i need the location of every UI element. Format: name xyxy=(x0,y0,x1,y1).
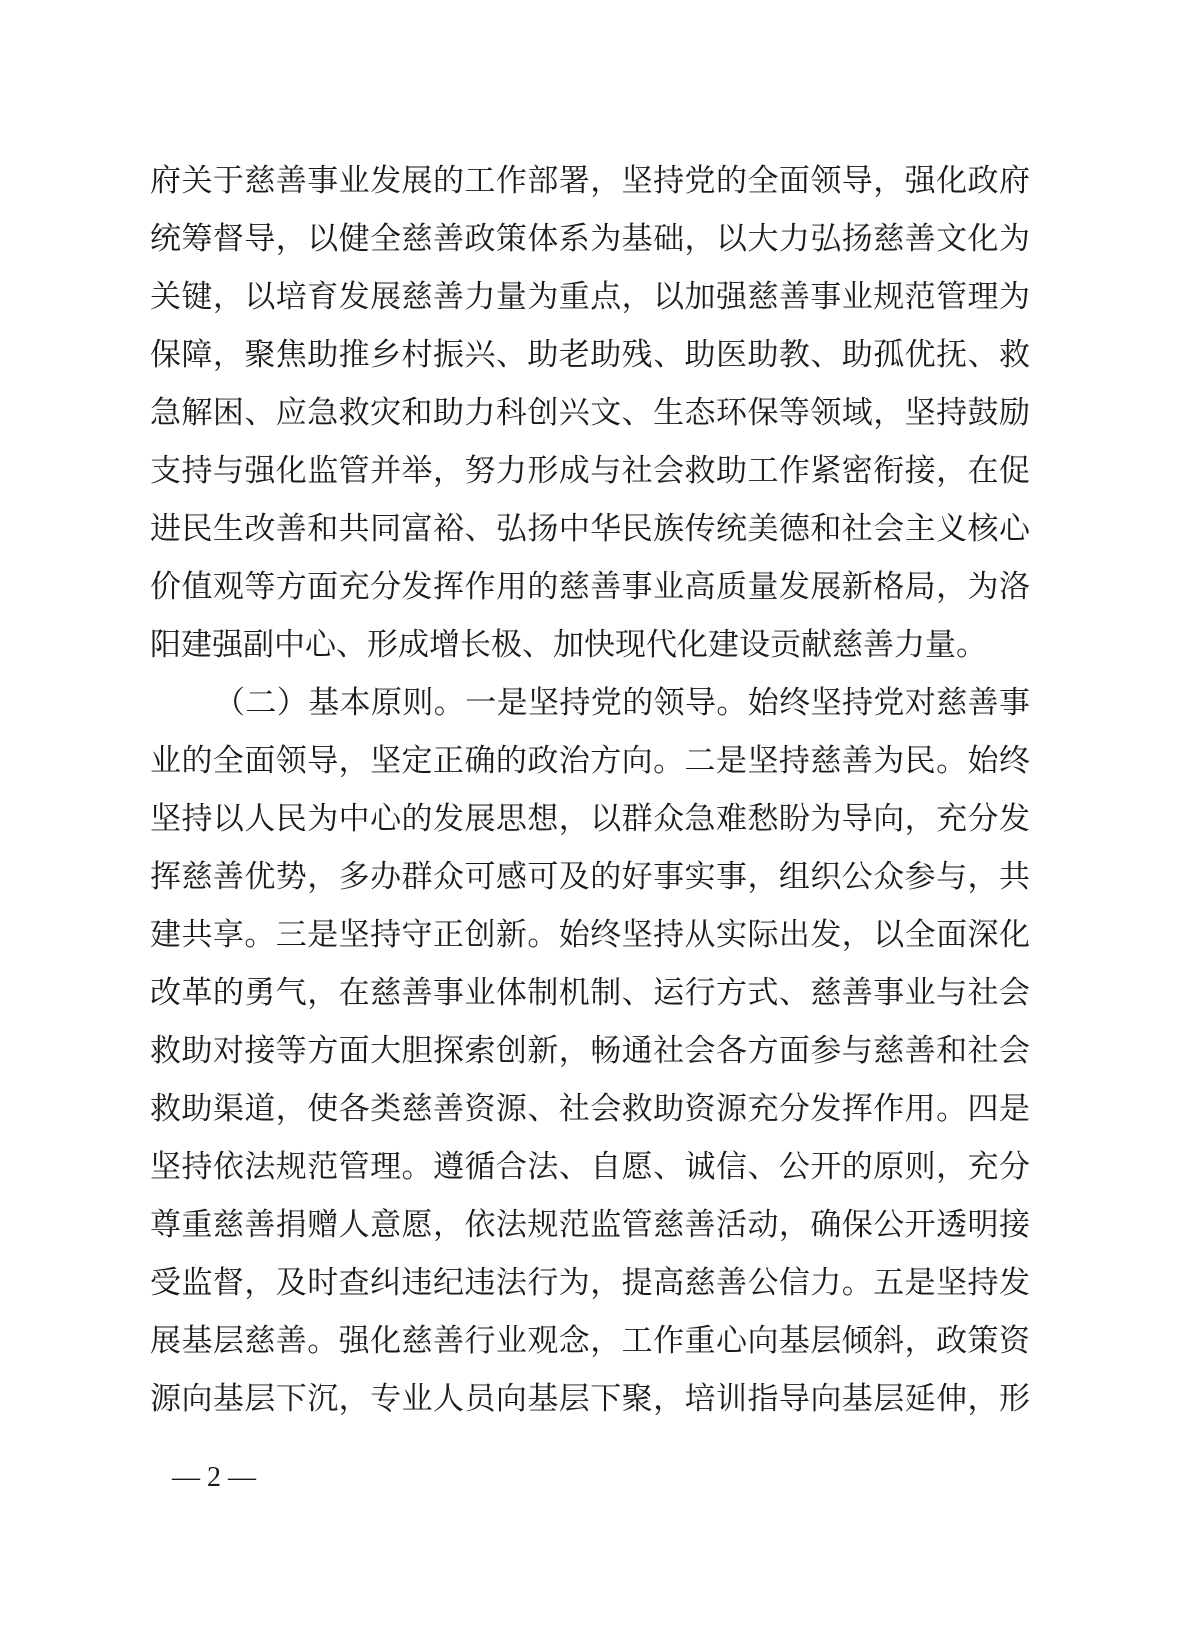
text-line: 救助对接等方面大胆探索创新，畅通社会各方面参与慈善和社会 xyxy=(150,1033,1030,1069)
text-line: 源向基层下沉，专业人员向基层下聚，培训指导向基层延伸，形 xyxy=(150,1381,1030,1417)
text-line: 改革的勇气，在慈善事业体制机制、运行方式、慈善事业与社会 xyxy=(150,975,1030,1011)
text-line: 关键，以培育发展慈善力量为重点，以加强慈善事业规范管理为 xyxy=(150,279,1030,315)
text-line: 展基层慈善。强化慈善行业观念，工作重心向基层倾斜，政策资 xyxy=(150,1323,1030,1359)
text-line: 阳建强副中心、形成增长极、加快现代化建设贡献慈善力量。 xyxy=(150,627,987,663)
text-line: 建共享。三是坚持守正创新。始终坚持从实际出发，以全面深化 xyxy=(150,917,1030,953)
text-line: 救助渠道，使各类慈善资源、社会救助资源充分发挥作用。四是 xyxy=(150,1091,1030,1127)
text-line: 尊重慈善捐赠人意愿，依法规范监管慈善活动，确保公开透明接 xyxy=(150,1207,1030,1243)
page-number: — 2 — xyxy=(172,1462,256,1493)
text-line: 受监督，及时查纠违纪违法行为，提高慈善公信力。五是坚持发 xyxy=(150,1265,1030,1301)
text-line: 保障，聚焦助推乡村振兴、助老助残、助医助教、助孤优抚、救 xyxy=(150,337,1030,373)
text-line: 业的全面领导，坚定正确的政治方向。二是坚持慈善为民。始终 xyxy=(150,743,1030,779)
section-heading-line: （二）基本原则。一是坚持党的领导。始终坚持党对慈善事 xyxy=(214,685,1030,721)
text-line: 价值观等方面充分发挥作用的慈善事业高质量发展新格局，为洛 xyxy=(150,569,1030,605)
text-line: 挥慈善优势，多办群众可感可及的好事实事，组织公众参与，共 xyxy=(150,859,1030,895)
text-line: 府关于慈善事业发展的工作部署，坚持党的全面领导，强化政府 xyxy=(150,163,1030,199)
text-line: 急解困、应急救灾和助力科创兴文、生态环保等领域，坚持鼓励 xyxy=(150,395,1030,431)
text-line: 进民生改善和共同富裕、弘扬中华民族传统美德和社会主义核心 xyxy=(150,511,1030,547)
text-line: 统筹督导，以健全慈善政策体系为基础，以大力弘扬慈善文化为 xyxy=(150,221,1030,257)
text-line: 坚持依法规范管理。遵循合法、自愿、诚信、公开的原则，充分 xyxy=(150,1149,1030,1185)
text-line: 支持与强化监管并举，努力形成与社会救助工作紧密衔接，在促 xyxy=(150,453,1030,489)
text-line: 坚持以人民为中心的发展思想，以群众急难愁盼为导向，充分发 xyxy=(150,801,1030,837)
